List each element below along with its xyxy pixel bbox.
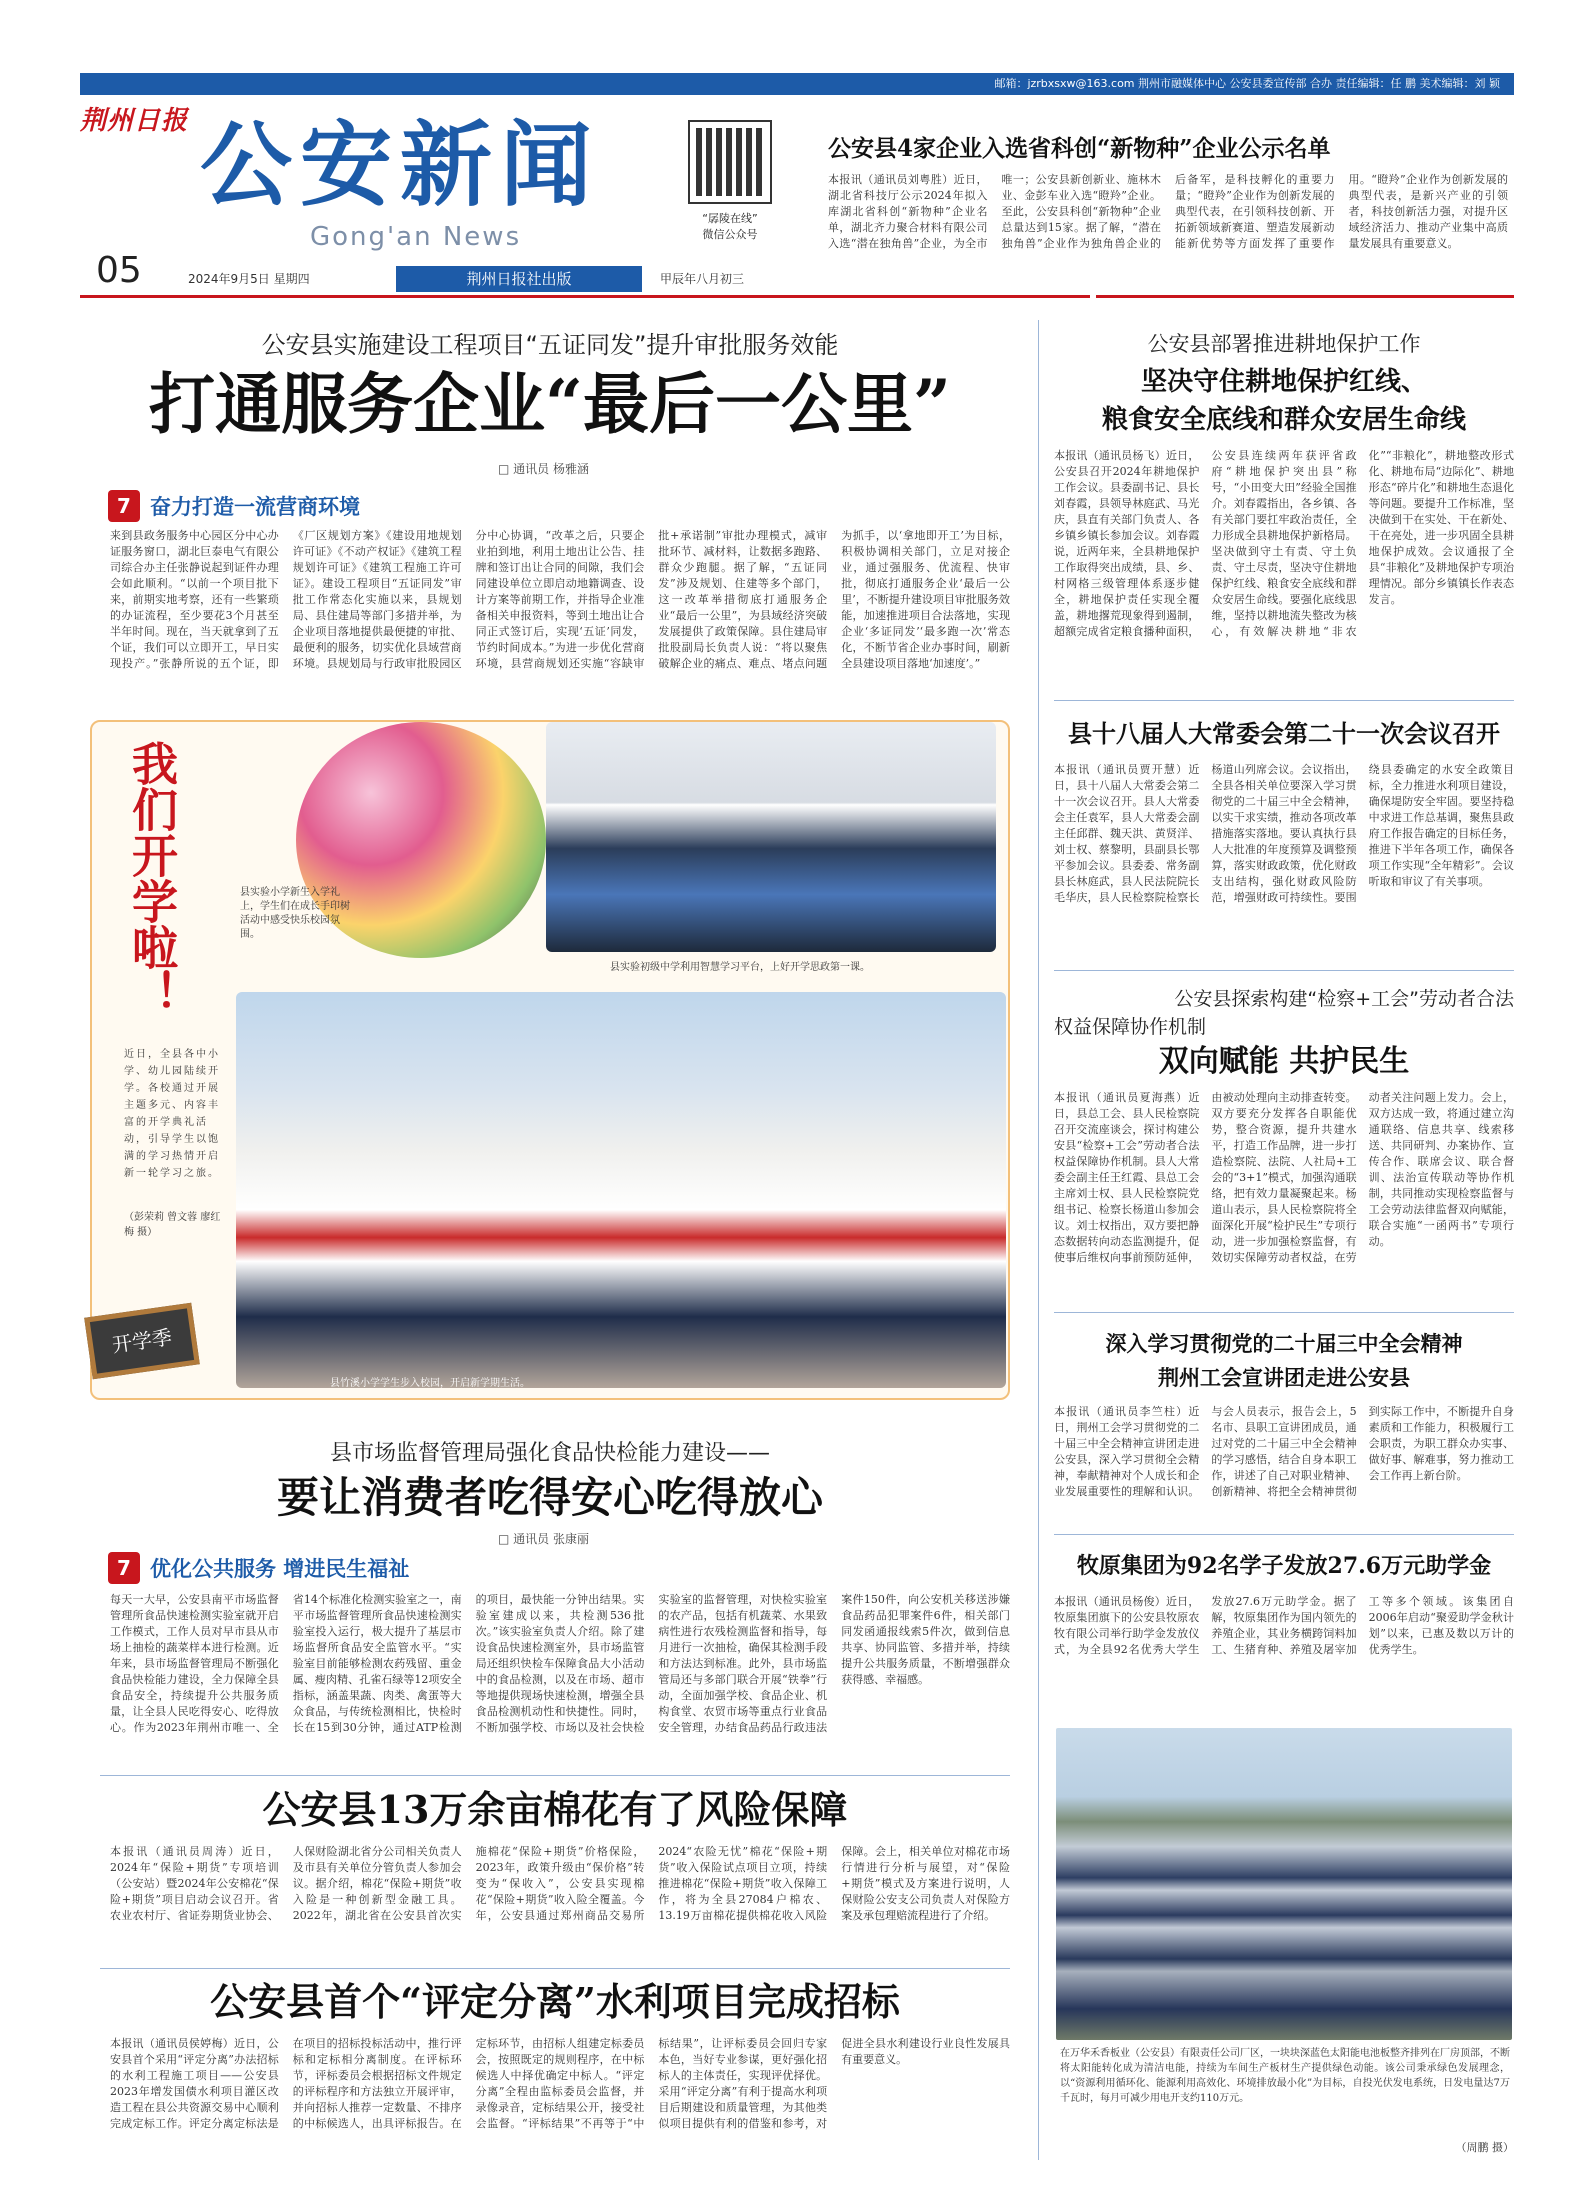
school-caption-2: 县实验初级中学利用智慧学习平台，上好开学思政第一课。 (610, 962, 870, 973)
lead-subhead (108, 490, 360, 522)
masthead-contact-bar (80, 73, 1514, 95)
food-byline-text: 通讯员 张康丽 (513, 1532, 589, 1546)
page-number: 05 (96, 250, 142, 291)
farmland-kicker: 公安县部署推进耕地保护工作 (1147, 332, 1421, 356)
masthead-title-en: Gong'an News (310, 222, 522, 252)
school-caption-1: 县实验小学新生入学礼上，学生们在成长手印树活动中感受快乐校园氛围。 (240, 887, 350, 940)
farmland-rule (1054, 700, 1514, 701)
issue-date: 2024年9月5日 星期四 (188, 272, 310, 286)
top-right-rule (1096, 295, 1514, 298)
column-divider (1038, 320, 1039, 2160)
qr-caption-1: “孱陵在线” (702, 212, 758, 225)
section-mark-icon: 7 (108, 1552, 140, 1584)
lead-subhead-text: 奋力打造一流营商环境 (150, 494, 360, 519)
grant-headline: 牧原集团为92名学子发放27.6万元助学金 (1076, 1553, 1492, 1579)
masthead-contact: 邮箱：jzrbxsxw@163.com 荆州市融媒体中心 公安县委宣传部 合办 责任编辑：任 鹏 美术编辑：刘 颖 (994, 77, 1500, 90)
farmland-body: 本报讯（通讯员杨飞）近日，公安县召开2024年耕地保护工作会议。县委副书记、县长刘春霞，县领导林庭武、马光庆，县直有关部门负责人、各乡镇乡镇长参加会议。刘春霞说，近两年来，全县耕地保护工作取得突出成绩，县、乡、村网格三级管理体系逐步健全，耕地保护责任实现全覆盖，耕地撂荒现象得到遏制，超额完成省定粮食播种面积，公安县连续两年获评省政府“耕地保护突出县”称号，“小田变大田”经验全国推介。刘春霞指出，各乡镇、各有关部门要扛牢政治责任，全力形成全县耕地保护新格局。坚决做到守土有责、守土负责、守土尽责，坚决守住耕地保护红线、粮食安全底线和群众安居生命线。要强化底线思维，坚持以耕地流失整改为核心，有效解决耕地“非农化”“非粮化”，耕地整改形式化、耕地布局“边际化”、耕地形态“碎片化”和耕地生态退化等问题。要提升工作标准，坚决做到干在实处、干在新处、干在亮处，进一步巩固全县耕地保护成效。会议通报了全县“非粮化”及耕地保护专项治理情况。部分乡镇镇长作表态发言。 (1054, 449, 1514, 638)
qr-code[interactable] (690, 122, 770, 202)
npc-headline: 县十八届人大常委会第二十一次会议召开 (1068, 719, 1500, 748)
plenum-headline-2: 荆州工会宣讲团走进公安县 (1158, 1365, 1410, 1390)
court-kicker-1: 公安县探索构建“检察+工会”劳动者合法 (1174, 988, 1514, 1010)
court-body: 本报讯（通讯员夏海燕）近日，县总工会、县人民检察院召开交流座谈会，探讨构建公安县“检察+工会”劳动者合法权益保障协作机制。县人大常委会副主任王红霞、县总工会主席刘士权、县人民检察院党组书记、检察长杨道山参加会议。刘士权指出，双方要把静态数据转向动态监测提升，促使事后维权向事前预防延伸，由被动处理向主动排查转变。双方要充分发挥各自职能优势，整合资源，提升共建水平，打造工作品牌，进一步打造检察院、法院、人社局+工会的“3+1”模式，加强沟通联络，把有效力量凝聚起来。杨道山表示，县人民检察院将全面深化开展“检护民生”专项行动，进一步加强检察监督，有效切实保障劳动者权益，在劳动者关注问题上发力。会上，双方达成一致，将通过建立沟通联络、信息共享、线索移送、共同研判、办案协作、宣传合作、联席会议、联合督训、法治宣传联动等协作机制，共同推动实现检察监督与工会劳动法律监督双向赋能，联合实施“一函两书”专项行动。 (1054, 1091, 1514, 1264)
npc-body: 本报讯（通讯员贾开慧）近日，县十八届人大常委会第二十一次会议召开。县人大常委会主任袁军，县人大常委会副主任邱群、魏天洪、黄贤洋、刘士权、蔡黎明，县副县长鄂平参加会议。县委委、常务副县长林庭武，县人民法院院长毛华庆，县人民检察院检察长杨道山列席会议。会议指出，全县各相关单位要深入学习贯彻党的二十届三中全会精神，以实干求实绩，推动各项改革措施落实落地。要认真执行县人大批准的年度预算及调整预算，落实财政政策，优化财政支出结构，强化财政风险防范，增强财政可持续性。要围绕县委确定的水安全政策目标，全力推进水利项目建设，确保堤防安全牢固。要坚持稳中求进工作总基调，聚焦县政府工作报告确定的目标任务，推进下半年各项工作，确保各项工作实现“全年精彩”。会议听取和审议了有关事项。 (1054, 763, 1514, 904)
school-vertical-title: 我们开学啦！ (125, 740, 179, 1016)
food-headline: 要让消费者吃得安心吃得放心 (276, 1473, 823, 1522)
food-subhead (108, 1552, 409, 1584)
plenum-rule (1054, 1534, 1514, 1535)
school-caption-3: 县竹溪小学学生步入校园，开启新学期生活。 (330, 1378, 530, 1389)
photo-solar-roofs (1056, 1728, 1512, 2040)
photo-school-entrance (236, 992, 1006, 1388)
food-rule (100, 1775, 1010, 1776)
water-body: 本报讯（通讯员侯婷梅）近日，公安县首个采用“评定分离”办法招标的水利工程施工项目——公安县2023年增发国债水利项目灌区改造工程在县公共资源交易中心顺利完成定标工作。评定分离定标法是在项目的招标投标活动中，推行评标和定标相分离制度。在评标环节，评标委员会根据招标文件规定的评标程序和方法独立开展评审，并向招标人推荐一定数量、不排序的中标候选人，出具评标报告。在定标环节，由招标人组建定标委员会，按照既定的规则程序，在中标候选人中择优确定中标人。“评定分离”全程由监标委员会监督，并录像录音，定标结果公开，接受社会监督。“评标结果”不再等于“中标结果”，让评标委员会回归专家本色，当好专业参谋，更好强化招标人的主体责任，实现评优择优。采用“评定分离”有利于提高水利项目后期建设和质量管理，为其他类似项目提供有利的借鉴和参考，对促进全县水利建设行业良性发展具有重要意义。 (110, 2037, 1010, 2130)
cotton-rule (100, 1968, 1010, 1969)
farmland-headline-2: 粮食安全底线和群众安居生命线 (1101, 405, 1466, 435)
court-rule (1054, 1312, 1514, 1313)
school-sticker-text: 开学季 (110, 1324, 174, 1358)
water-headline: 公安县首个“评定分离”水利项目完成招标 (210, 1979, 900, 2024)
top-right-title: 公安县4家企业入选省科创“新物种”企业公示名单 (828, 135, 1331, 162)
food-body: 每天一大早，公安县南平市场监督管理所食品快速检测实验室就开启工作模式，工作人员对早市县从市场上抽检的蔬菜样本进行检测。近年来，县市场监督管理局不断强化食品快检能力建设，全力保障全县食品安全，持续提升公共服务质量，让全县人民吃得安心、吃得放心。作为2023年荆州市唯一、全省14个标准化检测实验室之一，南平市场监督管理所食品快速检测实验室投入运行，极大提升了基层市场监督所食品安全监管水平。“实验室目前能够检测农药残留、重金属、瘦肉精、孔雀石绿等12项安全指标，涵盖果蔬、肉类、禽蛋等大众食品，与传统检测相比，快检时长在15到30分钟，通过ATP检测的项目，最快能一分钟出结果。实验室建成以来，共检测536批次。”该实验室负责人介绍。除了建设食品快速检测室外，县市场监管局还组织快检车保障食品大小活动中的食品检测，以及在市场、超市等地提供现场快速检测，增强全县食品检测机动性和快捷性。同时，不断加强学校、市场以及社会快检实验室的监督管理，对快检实验室的农产品，包括有机蔬菜、水果致病性进行农残检测监督和指导，每月进行一次抽检，确保其检测手段和方法达到标准。此外，县市场监管局还与多部门联合开展“铁拳”行动，全面加强学校、食品企业、机构食堂、农贸市场等重点行业食品安全管理，办结食品药品行政违法案件150件，向公安机关移送涉嫌食品药品犯罪案件6件，相关部门同发函通报线索5件次，做到信息共享、协同监管、多措并举，持续提升公共服务质量，不断增强群众获得感、幸福感。 (110, 1593, 1010, 1734)
plenum-body: 本报讯（通讯员李竺柱）近日，荆州工会学习贯彻党的二十届三中全会精神宣讲团走进公安县，深入学习贯彻全会精神，奉献精神对个人成长和企业发展重要性的理解和认识。与会人员表示，报告会上，5名市、县职工宣讲团成员，通过对党的二十届三中全会精神的学习感悟，结合自身本职工作，讲述了自己对职业精神、创新精神、将把全会精神贯彻到实际工作中，不断提升自身素质和工作能力，积极履行工会职责，为职工群众办实事、做好事、解难事，努力推动工会工作再上新台阶。 (1054, 1405, 1514, 1498)
cotton-body: 本报讯（通讯员周涛）近日，2024年“保险+期货”专项培训（公安站）暨2024年公安棉花“保险+期货”项目启动会议召开。省农业农村厅、省证券期货业协会、人保财险湖北省分公司相关负责人及市县有关单位分管负责人参加会议。据介绍，棉花“保险+期货”收入险是一种创新型金融工具。2022年，湖北省在公安县首次实施棉花“保险+期货”价格保险，2023年，政策升级由“保价格”转变为“保收入”，公安县实现棉花“保险+期货”收入险全覆盖。今年，公安县通过郑州商品交易所2024“农险无忧”棉花“保险+期货”收入保险试点项目立项，持续推进棉花“保险+期货”收入保障工作，将为全县27084户棉农、13.19万亩棉花提供棉花收入风险保障。会上，相关单位对棉花市场行情进行分析与展望，对“保险+期货”模式及方案进行说明，人保财险公安支公司负责人对保险方案及承包理赔流程进行了介绍。 (110, 1845, 1010, 1922)
publisher: 荆州日报社出版 (466, 270, 572, 288)
photo-smart-classroom (546, 722, 996, 952)
npc-rule (1054, 970, 1514, 971)
lead-headline: 打通服务企业“最后一公里” (149, 365, 951, 443)
lunar-date: 甲辰年八月初三 (660, 272, 745, 286)
lead-body: 来到县政务服务中心园区分中心办证服务窗口，湖北巨泰电气有限公司综合办主任张静说起到证件办理会如此顺利。“以前一个项目批下来，前期实地考察，还有一些繁琐的办证流程，至少要花3个月甚至半年时间。现在，当天就拿到了五个证，我们可以立即开工，早日实现投产。”张静所说的五个证，即《厂区规划方案》《建设用地规划许可证》《不动产权证》《建筑工程规划许可证》《建筑工程施工许可证》。建设工程项目“五证同发”审批工作常态化实施以来，县规划局、县住建局等部门多措并举，为企业项目落地提供最便捷的审批、最便利的服务，切实优化县域营商环境。县规划局与行政审批股园区分中心协调，“改革之后，只要企业拍到地，利用土地出让公告、挂牌和签订出让合同的间隙，我们会同建设单位立即启动地籍调查、设计方案等前期工作，并指导企业准备相关申报资料，等到土地出让合同正式签订后，实现‘五证’同发，节约时间成本。”为进一步优化营商环境，县营商规划还实施“容缺审批+承诺制”审批办理模式，减审批环节、减材料，让数据多跑路、群众少跑腿。据了解，“五证同发”涉及规划、住建等多个部门，这一改革举措彻底打通服务企业“最后一公里”，为县域经济突破发展提供了政策保障。县住建局审批股副局长负责人说：“将以聚焦破解企业的痛点、难点、堵点问题为抓手，以‘拿地即开工’为目标，积极协调相关部门，立足对接企业，通过强服务、优流程、快审批，彻底打通服务企业‘最后一公里’，不断提升建设项目审批服务效能，加速推进项目合法落地，实现企业‘多证同发’‘最多跑一次’常态化，不断节省企业办事时间，刷新全县建设项目落地‘加速度’。” (110, 529, 1010, 670)
cotton-headline: 公安县13万余亩棉花有了风险保障 (262, 1787, 848, 1832)
food-kicker: 县市场监督管理局强化食品快检能力建设—— (329, 1441, 770, 1466)
court-headline: 双向赋能 共护民生 (1158, 1044, 1410, 1079)
solar-caption: 在万华禾香板业（公安县）有限责任公司厂区，一块块深蓝色太阳能电池板整齐排列在厂房顶部，不断将太阳能转化成为清洁电能，持续为车间生产板材生产提供绿色动能。该公司秉承绿色发展理念，以“资源利用循环化、能源利用高效化、环境排放最小化”为目标，自投光伏发电系统，日发电量达7万千瓦时，每月可减少用电开支约110万元。 (1060, 2048, 1510, 2104)
lead-kicker: 公安县实施建设工程项目“五证同发”提升审批服务效能 (261, 331, 839, 359)
top-right-body: 本报讯（通讯员刘粤胜）近日，湖北省科技厅公示2024年拟入库湖北省科创“新物种”企业名单，湖北齐力聚合材料有限公司入选“潜在独角兽”企业，为全市唯一；公安县新创新业、施林木业、金彭车业入选“瞪羚”企业。至此，公安县科创“新物种”企业总量达到15家。据了解，“潜在独角兽”企业作为独角兽企业的后备军，是科技孵化的重要力量；“瞪羚”企业作为创新发展的典型代表，在引领科技创新、开拓新领域新赛道、塑造发展新动能新优势等方面发挥了重要作用。“瞪羚”企业作为创新发展的典型代表，是新兴产业的引领者，科技创新活力强，对提升区域经济活力、推动产业集中高质量发展具有重要意义。 (828, 173, 1508, 250)
solar-credit: （周鹏 摄） (1455, 2141, 1514, 2154)
farmland-headline-1: 坚决守住耕地保护红线、 (1140, 367, 1427, 397)
food-byline: □ 通讯员 张康丽 (498, 1532, 589, 1546)
lead-byline: □ 通讯员 杨雅涵 (498, 462, 589, 476)
plenum-headline-1: 深入学习贯彻党的二十届三中全会精神 (1105, 1331, 1463, 1356)
lead-byline-text: 通讯员 杨雅涵 (513, 462, 589, 476)
publisher-band (396, 266, 642, 292)
school-intro: 近日，全县各中小学、幼儿园陆续开学。各校通过开展主题多元、内容丰富的开学典礼活动，引导学生以饱满的学习热情开启新一轮学习之旅。 (124, 1049, 220, 1179)
food-subhead-text: 优化公共服务 增进民生福祉 (150, 1556, 410, 1581)
qr-caption-2: 微信公众号 (702, 228, 758, 241)
school-photo-credit: （彭荣莉 曾文蓉 廖红梅 摄） (124, 1212, 221, 1238)
grant-body: 本报讯（通讯员杨俊）近日，牧原集团旗下的公安县牧原农牧有限公司举行助学金发放仪式，为全县92名优秀大学生发放27.6万元助学金。据了解，牧原集团作为国内领先的养殖企业，其业务横跨饲料加工、生猪育种、养殖及屠宰加工等多个领域。该集团自2006年启动“聚爱助学金秋计划”以来，已惠及数以万计的优秀学生。 (1054, 1595, 1514, 1656)
masthead-rule (80, 295, 1090, 298)
court-kicker-2: 权益保障协作机制 (1054, 1016, 1207, 1038)
masthead-title: 公安新闻 (200, 111, 601, 219)
newspaper-logo: 荆州日报 (80, 106, 189, 136)
section-mark-icon: 7 (108, 490, 140, 522)
